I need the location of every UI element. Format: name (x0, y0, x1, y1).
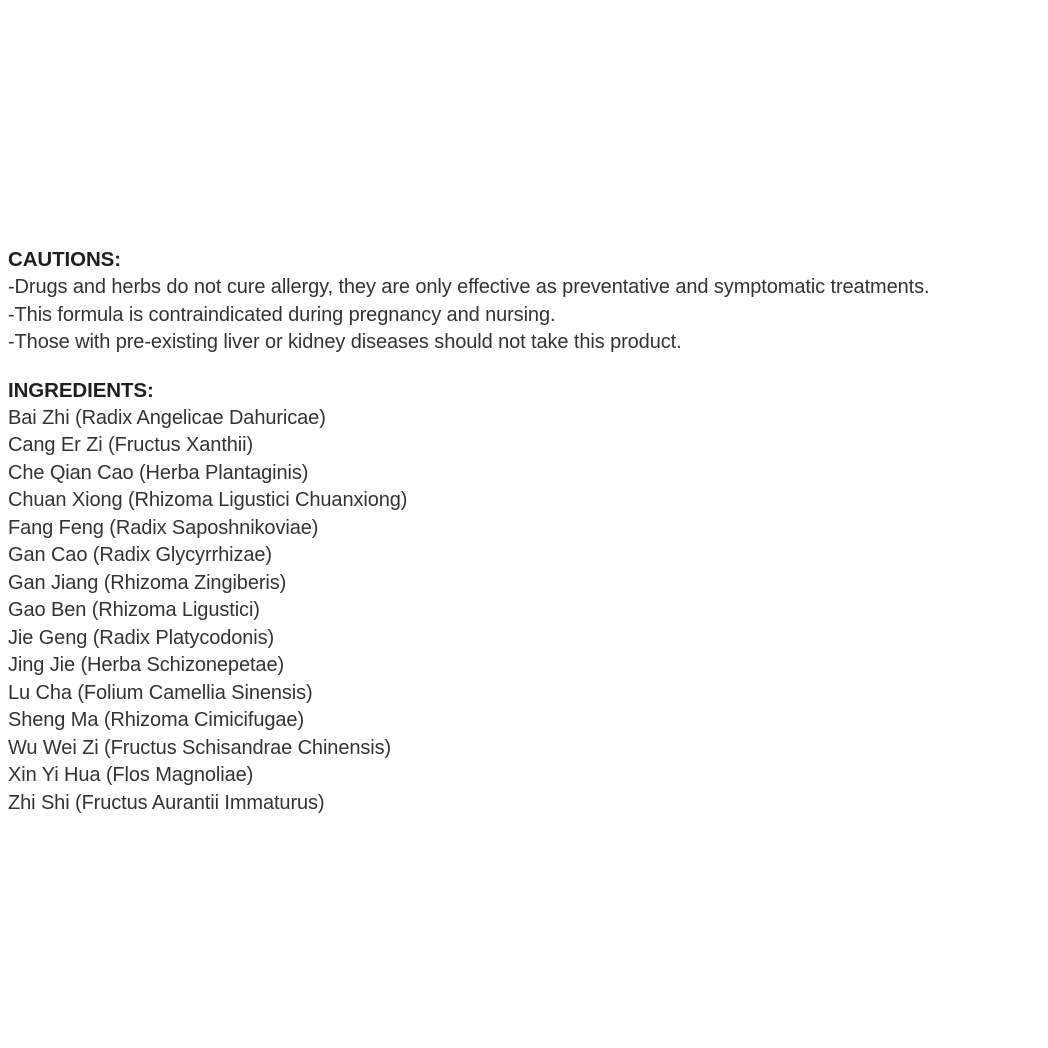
ingredient-item: Gan Jiang (Rhizoma Zingiberis) (8, 571, 287, 594)
ingredients-section (8, 377, 1038, 818)
ingredient-item: Cang Er Zi (Fructus Xanthii) (8, 434, 254, 456)
ingredient-item: Xin Yi Hua (Flos Magnoliae) (8, 764, 254, 786)
cautions-heading: CAUTIONS: (8, 248, 121, 271)
ingredients-list (8, 405, 1038, 818)
ingredient-item: Fang Feng (Radix Saposhnikoviae) (8, 516, 319, 539)
caution-line: -Drugs and herbs do not cure allergy, they are only effective as preventative and symptomatic treatments. (8, 276, 930, 298)
ingredient-item: Lu Cha (Folium Camellia Sinensis) (8, 681, 313, 704)
ingredient-item: Chuan Xiong (Rhizoma Ligustici Chuanxiong) (8, 489, 408, 511)
ingredient-item: Gan Cao (Radix Glycyrrhizae) (8, 544, 272, 566)
ingredient-item: Che Qian Cao (Herba Plantaginis) (8, 461, 309, 484)
ingredients-heading: INGREDIENTS: (8, 378, 154, 402)
ingredient-item: Jie Geng (Radix Platycodonis) (8, 626, 275, 649)
ingredient-item: Jing Jie (Herba Schizonepetae) (8, 654, 285, 676)
ingredient-item: Zhi Shi (Fructus Aurantii Immaturus) (8, 791, 325, 814)
caution-line: -This formula is contraindicated during pregnancy and nursing. (8, 303, 556, 326)
caution-line: -Those with pre-existing liver or kidney diseases should not take this product. (8, 331, 682, 353)
ingredient-item: Sheng Ma (Rhizoma Cimicifugae) (8, 709, 305, 731)
ingredient-item: Wu Wei Zi (Fructus Schisandrae Chinensis) (8, 736, 392, 759)
ingredient-item: Gao Ben (Rhizoma Ligustici) (8, 599, 260, 621)
ingredient-item: Bai Zhi (Radix Angelicae Dahuricae) (8, 406, 326, 429)
cautions-section (8, 246, 1038, 357)
